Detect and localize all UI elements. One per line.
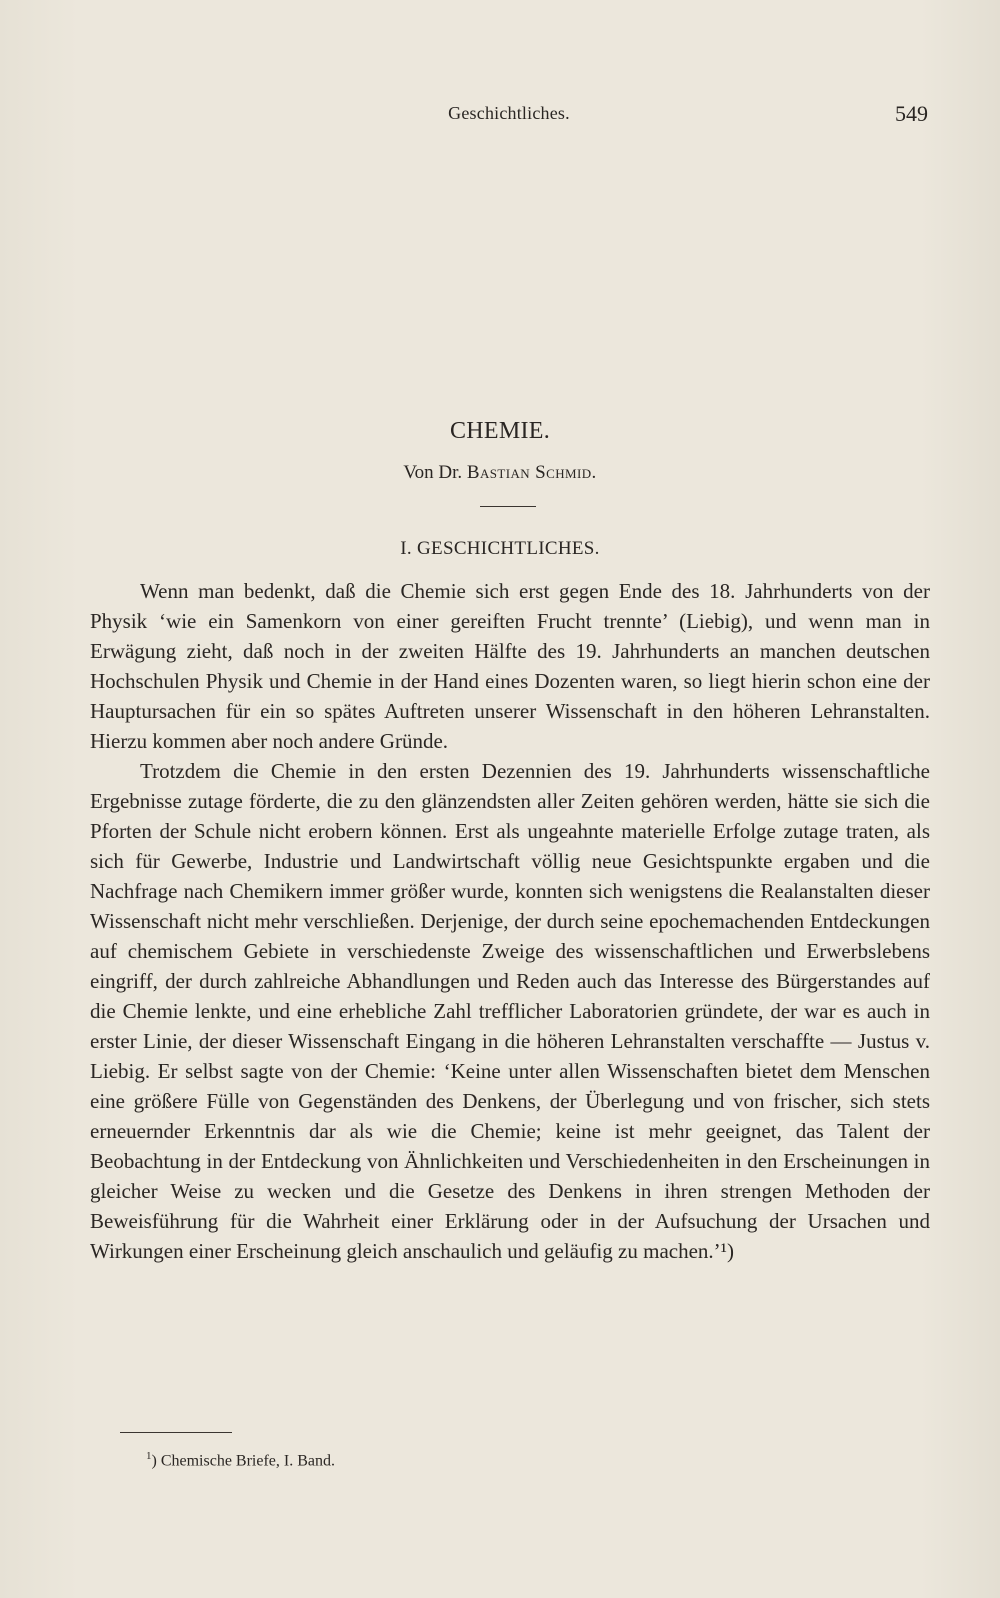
author-name: Bastian Schmid. [466, 462, 597, 483]
footnote-divider [120, 1432, 232, 1433]
footnote [146, 1450, 335, 1470]
title-divider [480, 506, 536, 507]
paragraph: Wenn man bedenkt, daß die Chemie sich erst gegen Ende des 18. Jahrhunderts von der Physik ‘wie ein Samenkorn von einer gereiften Frucht trennte’ (Liebig), und wenn man in Erwägung zieht, daß noch in der zweiten Hälfte des 19. Jahrhunderts an manchen deutschen Hochschulen Physik und Chemie in der Hand eines Dozenten waren, so liegt hierin schon eine der Hauptursachen für ein so spätes Auftreten unserer Wissenschaft in den höheren Lehranstalten. Hierzu kommen aber noch andere Gründe. [90, 579, 930, 753]
running-title: Geschichtliches. [448, 103, 570, 123]
section-heading: I. GESCHICHTLICHES. [400, 538, 600, 559]
footnote-text: ) Chemische Briefe, I. Band. [151, 1452, 335, 1470]
body-text [90, 576, 930, 1266]
author-prefix: Von Dr. [403, 462, 463, 483]
running-head [90, 103, 928, 133]
author-line [0, 462, 1000, 484]
footnote-marker: 1 [146, 1450, 152, 1462]
paragraph: Trotzdem die Chemie in den ersten Dezennien des 19. Jahrhunderts wissenschaftliche Ergebnisse zutage förderte, die zu den glänzendsten aller Zeiten gehören werden, hätte sie sich die Pforten der Schule nicht erobern können. Erst als ungeahnte materielle Erfolge zutage traten, als sich für Gewerbe, Industrie und Landwirtschaft völlig neue Gesichtspunkte ergaben und die Nachfrage nach Chemikern immer größer wurde, konnten sich wenigstens die Realanstalten dieser Wissenschaft nicht mehr verschließen. Derjenige, der durch seine epochemachenden Entdeckungen auf chemischem Gebiete in verschiedenste Zweige des wissenschaftlichen und Erwerbslebens eingriff, der durch zahlreiche Abhandlungen und Reden auch das Interesse des Bürgerstandes auf die Chemie lenkte, und eine erhebliche Zahl trefflicher Laboratorien gründete, der war es auch in erster Linie, der dieser Wissenschaft Eingang in die höheren Lehranstalten verschaffte — Justus v. Liebig. Er selbst sagte von der Chemie: ‘Keine unter allen Wissenschaften bietet dem Menschen eine größere Fülle von Gegenständen des Denkens, der Überlegung und von frischer, sich stets erneuernder Erkenntnis dar als wie die Chemie; keine ist mehr geeignet, das Talent der Beobachtung in der Entdeckung von Ähnlichkeiten und Verschiedenheiten in den Erscheinungen in gleicher Weise zu wecken und die Gesetze des Denkens in ihren strengen Methoden der Beweisführung für die Wahrheit einer Erklärung oder in der Aufsuchung der Ursachen und Wirkungen einer Erscheinung gleich anschaulich und geläufig zu machen.’¹) [90, 759, 930, 1263]
chapter-title: CHEMIE. [449, 418, 551, 444]
page-number: 549 [895, 101, 928, 126]
